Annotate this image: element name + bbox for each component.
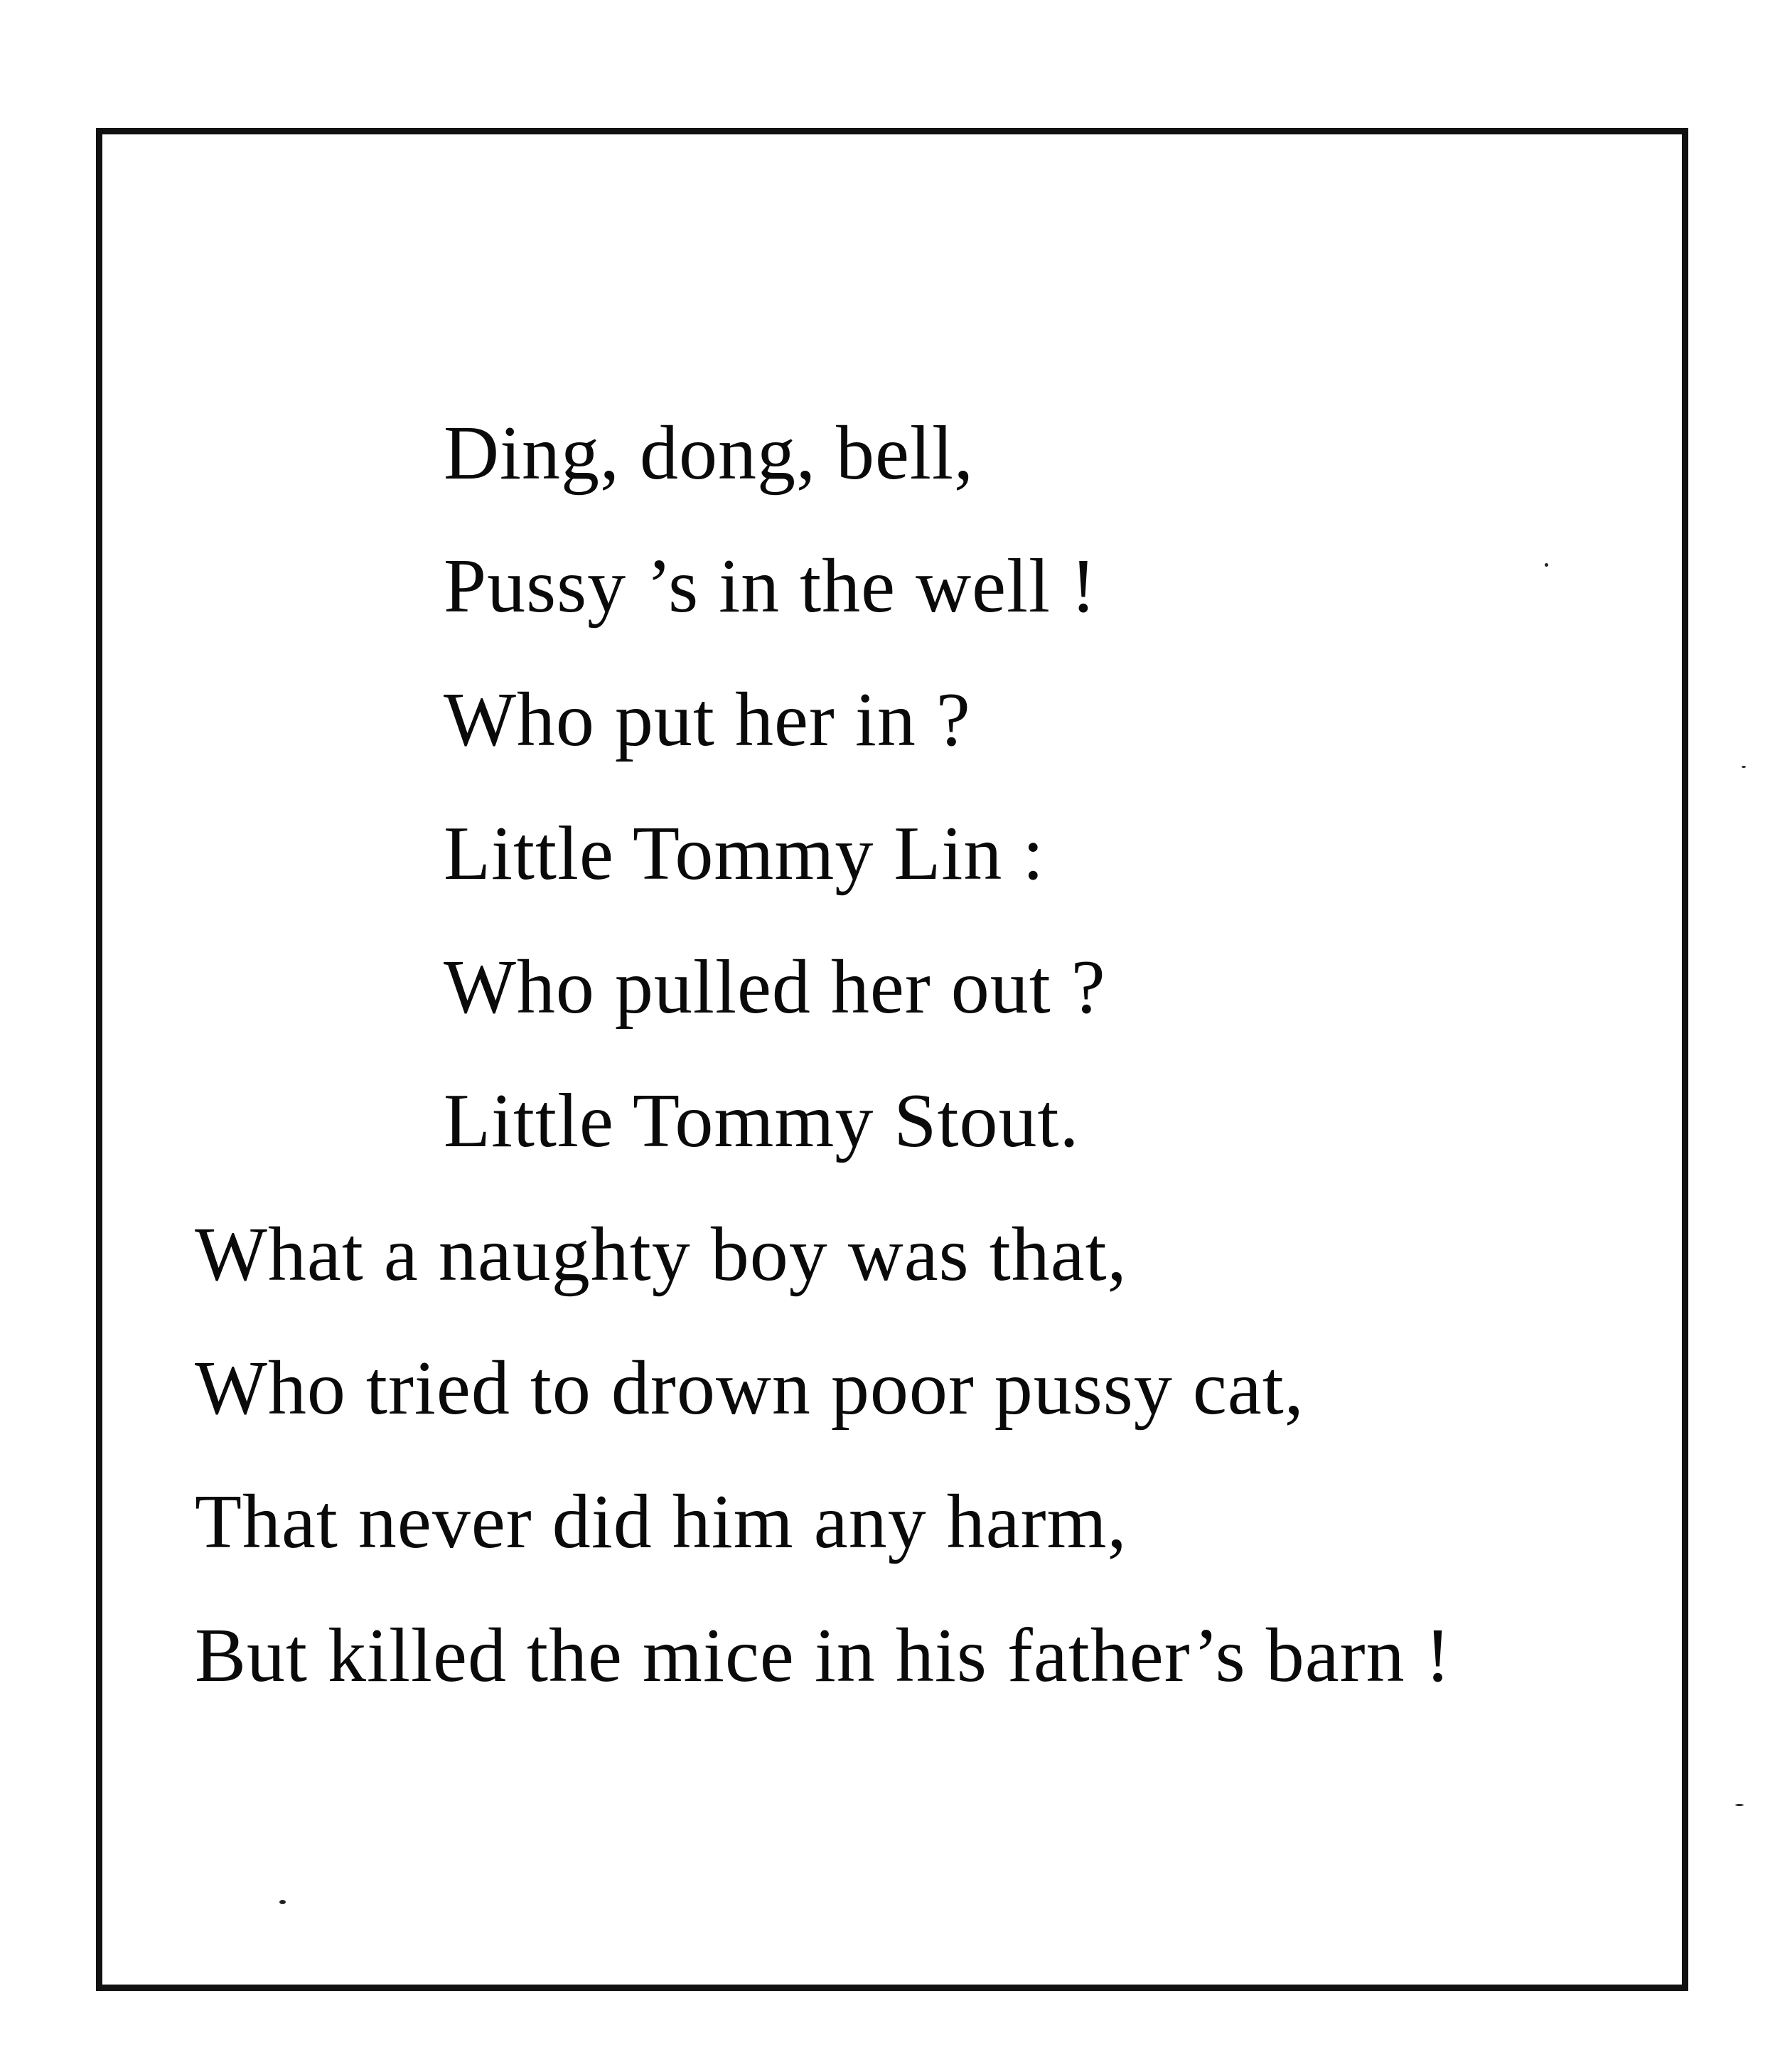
nursery-rhyme	[102, 134, 1682, 1985]
ink-speck	[1545, 563, 1548, 567]
verse-line-1: Ding, dong, bell,	[444, 411, 974, 496]
ink-speck	[279, 1900, 286, 1904]
page-border-frame	[96, 128, 1688, 1991]
verse-line-8: Who tried to drown poor pussy cat,	[195, 1346, 1304, 1431]
ink-speck	[1742, 766, 1746, 768]
verse-line-5: Who pulled her out ?	[444, 945, 1106, 1030]
verse-line-2: Pussy ’s in the well !	[444, 544, 1098, 629]
verse-line-3: Who put her in ?	[444, 678, 971, 762]
verse-line-4: Little Tommy Lin :	[444, 811, 1045, 896]
verse-line-7: What a naughty boy was that,	[195, 1212, 1127, 1297]
verse-line-9: That never did him any harm,	[195, 1480, 1127, 1564]
verse-line-6: Little Tommy Stout.	[444, 1079, 1080, 1163]
verse-line-10: But killed the mice in his father’s barn !	[195, 1613, 1452, 1698]
ink-speck	[1735, 1804, 1744, 1806]
